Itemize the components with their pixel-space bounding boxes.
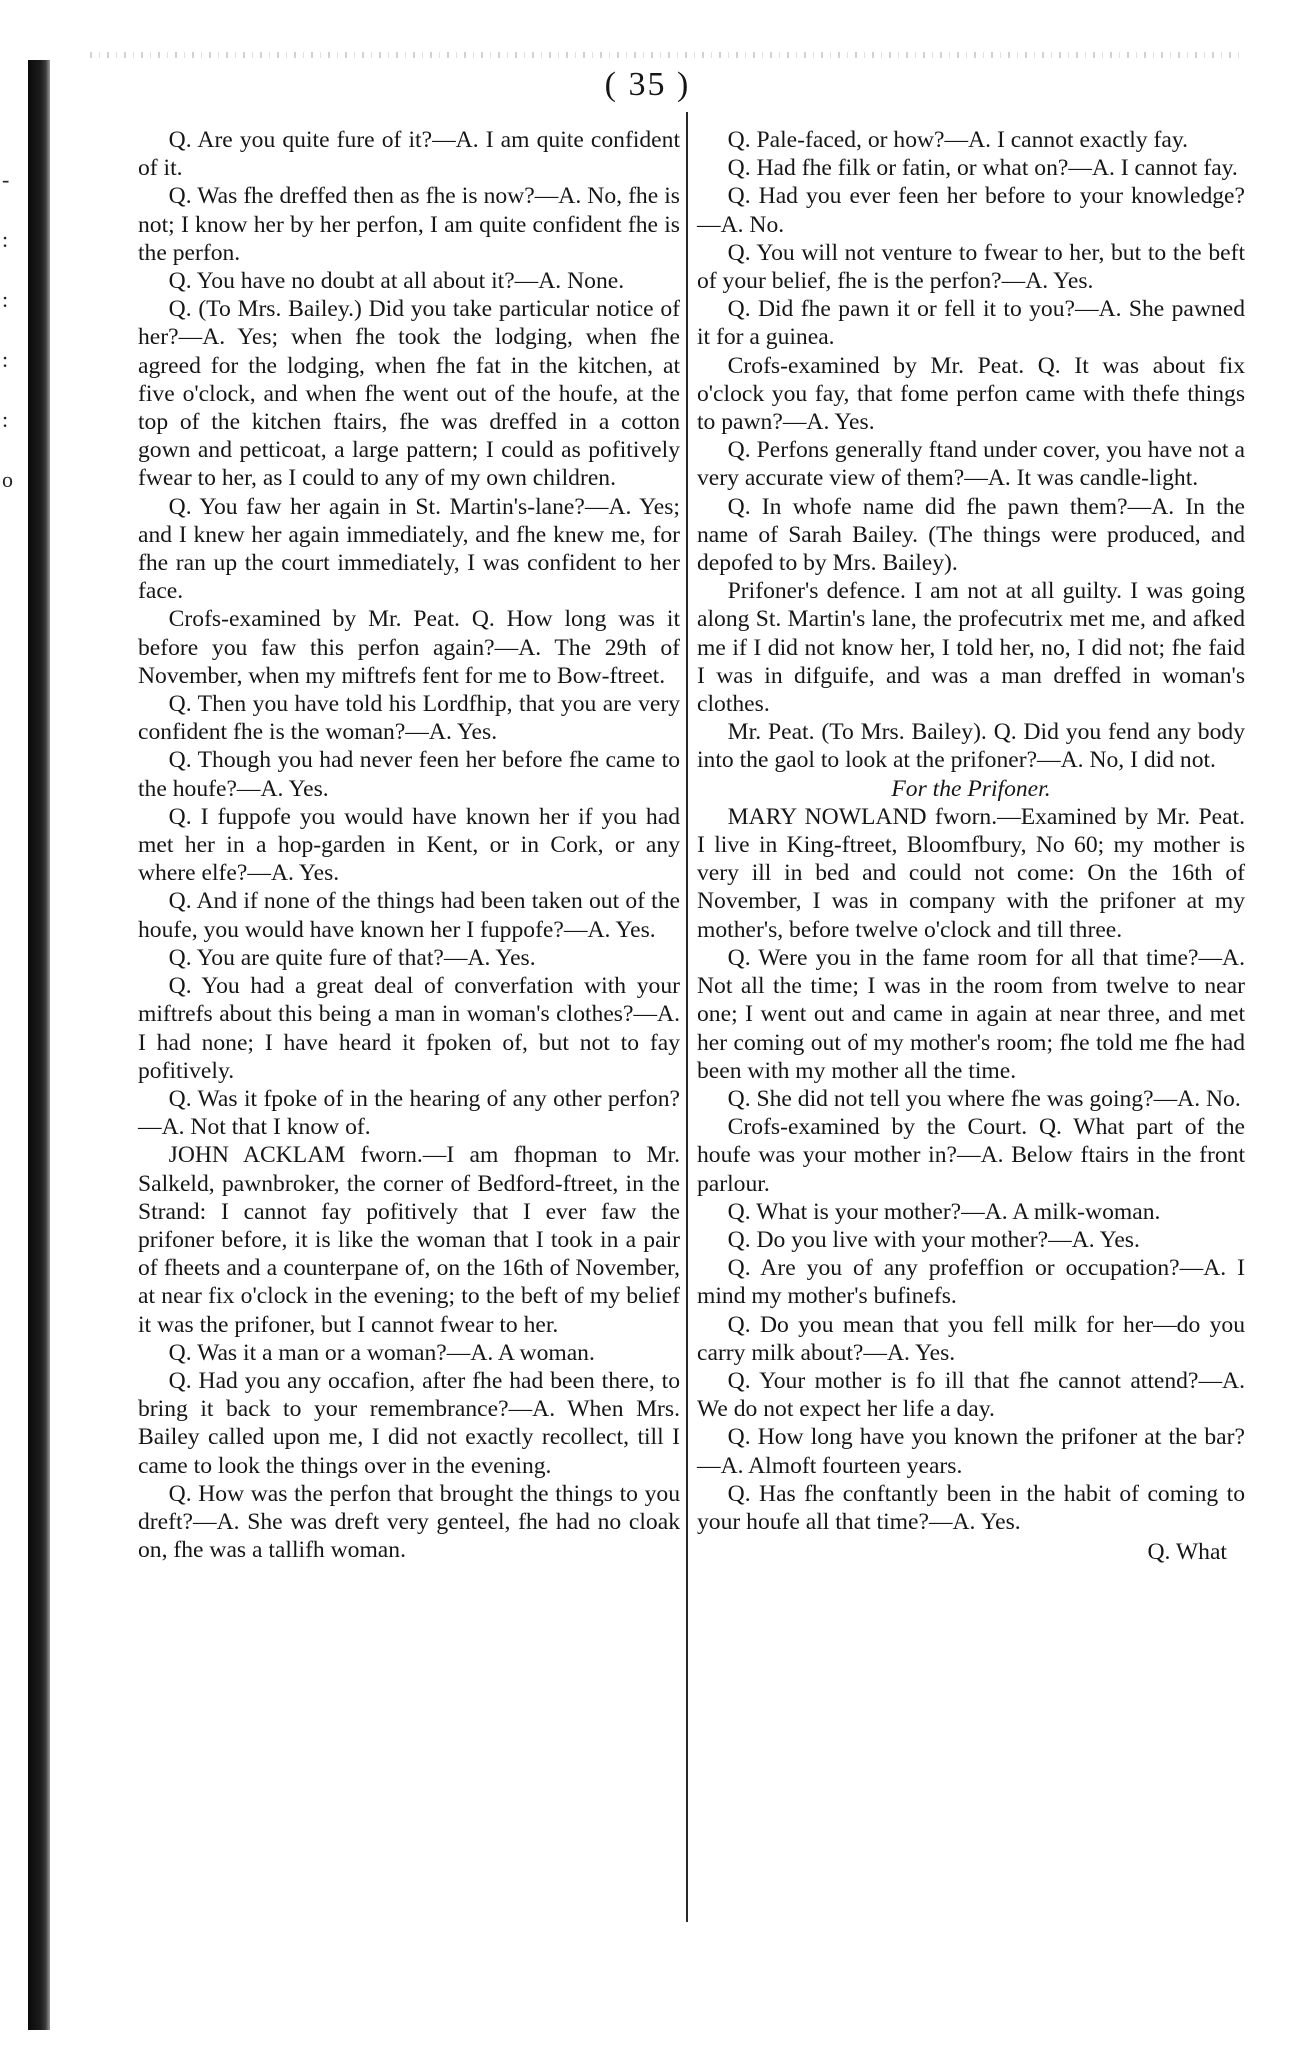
paragraph: Q. How long have you known the prifoner at the bar?—A. Almoft fourteen years. xyxy=(697,1424,1245,1479)
right-column xyxy=(697,126,1245,1566)
paragraph: Q. Are you of any profeffion or occupation?—A. I mind my mother's bufinefs. xyxy=(697,1255,1245,1310)
page-number: ( 35 ) xyxy=(604,66,691,103)
section-heading: For the Prifoner. xyxy=(891,775,1051,802)
paragraph: Q. How was the perfon that brought the things to you dreft?—A. She was dreft very genteel, fhe had no cloak on, fhe was a tallifh woman. xyxy=(138,1480,680,1564)
paragraph: Q. You have no doubt at all about it?—A. None. xyxy=(168,268,625,295)
paragraph: Q. You had a great deal of converfation with your miftrefs about this being a man in woman's clothes?—A. I had none; I have heard it fpoken of, but not to fay pofitively. xyxy=(138,973,680,1084)
paragraph: Q. Pale-faced, or how?—A. I cannot exactly fay. xyxy=(727,127,1188,153)
paragraph: Q. Do you live with your mother?—A. Yes. xyxy=(727,1226,1140,1253)
paragraph: Q. Then you have told his Lordfhip, that you are very confident fhe is the woman?—A. Yes. xyxy=(138,691,680,746)
paragraph: Crofs-examined by the Court. Q. What part of the houfe was your mother in?—A. Below ftairs in the front parlour. xyxy=(697,1114,1245,1197)
paragraph: Q. Your mother is fo ill that fhe cannot attend?—A. We do not expect her life a day. xyxy=(697,1367,1245,1423)
paragraph: Mr. Peat. (To Mrs. Bailey). Q. Did you fend any body into the gaol to look at the prifoner?—A. No, I did not. xyxy=(697,719,1245,774)
column-divider xyxy=(686,112,688,1922)
paragraph: Q. Do you mean that you fell milk for her—do you carry milk about?—A. Yes. xyxy=(697,1311,1245,1366)
paragraph: Q. She did not tell you where fhe was going?—A. No. xyxy=(727,1085,1241,1112)
paragraph: Q. In whofe name did fhe pawn them?—A. In the name of Sarah Bailey. (The things were produced, and depofed to by Mrs. Bailey). xyxy=(697,493,1245,577)
margin-marks: - : : : : o xyxy=(2,167,13,492)
paragraph: Q. Had fhe filk or fatin, or what on?—A. I cannot fay. xyxy=(727,155,1238,182)
paragraph: Q. Perfons generally ftand under cover, you have not a very accurate view of them?—A. It was candle-light. xyxy=(697,437,1245,492)
left-column xyxy=(138,126,680,1564)
paragraph: Q. Are you quite fure of it?—A. I am quite confident of it. xyxy=(138,127,680,182)
paragraph: Q. And if none of the things had been taken out of the houfe, you would have known her I fuppofe?—A. Yes. xyxy=(138,888,680,943)
paragraph: Q. Had you any occafion, after fhe had been there, to bring it back to your remembrance?—A. When Mrs. Bailey called upon me, I did not exactly recollect, till I came to look the things over in the evening. xyxy=(138,1367,680,1479)
paragraph: Q. You faw her again in St. Martin's-lane?—A. Yes; and I knew her again immediately, and fhe knew me, for fhe ran up the court immediately, I was confident to her face. xyxy=(138,493,680,605)
paragraph: Q. You will not venture to fwear to her, but to the beft of your belief, fhe is the perfon?—A. Yes. xyxy=(697,239,1245,295)
paragraph: Q. Was fhe dreffed then as fhe is now?—A. No, fhe is not; I know her by her perfon, I am quite confident fhe is the perfon. xyxy=(138,183,680,266)
book-spine-shadow xyxy=(28,60,50,2030)
paragraph: Q. Was it fpoke of in the hearing of any other perfon?—A. Not that I know of. xyxy=(138,1085,680,1141)
scan-noise-strip xyxy=(90,52,1240,58)
paragraph: Crofs-examined by Mr. Peat. Q. How long was it before you faw this perfon again?—A. The 29th of November, when my miftrefs fent for me to Bow-ftreet. xyxy=(138,606,680,689)
paragraph: Q. Had you ever feen her before to your knowledge?—A. No. xyxy=(697,183,1245,238)
paragraph: Q. Were you in the fame room for all that time?—A. Not all the time; I was in the room from twelve to near one; I went out and came in again at near three, and met her coming out of my mother's room; fhe told me fhe had been with my mother all the time. xyxy=(697,944,1245,1084)
paragraph: Crofs-examined by Mr. Peat. Q. It was about fix o'clock you fay, that fome perfon came with thefe things to pawn?—A. Yes. xyxy=(697,352,1245,436)
catchword: Q. What xyxy=(1147,1539,1227,1566)
paragraph: MARY NOWLAND fworn.—Examined by Mr. Peat. I live in King-ftreet, Bloomfbury, No 60; my mother is very ill in bed and could not come: On the 16th of November, I was in company with the prifoner at my mother's, before twelve o'clock and till three. xyxy=(697,803,1245,943)
paragraph: Q. What is your mother?—A. A milk-woman. xyxy=(727,1198,1161,1225)
paragraph: Q. I fuppofe you would have known her if you had met her in a hop-garden in Kent, or in Cork, or any where elfe?—A. Yes. xyxy=(138,803,680,887)
paragraph: Q. Has fhe conftantly been in the habit of coming to your houfe all that time?—A. Yes. xyxy=(697,1480,1245,1535)
paragraph: Q. Did fhe pawn it or fell it to you?—A. She pawned it for a guinea. xyxy=(697,296,1245,351)
paragraph: Q. You are quite fure of that?—A. Yes. xyxy=(168,944,536,971)
paragraph: Q. Though you had never feen her before fhe came to the houfe?—A. Yes. xyxy=(138,747,680,802)
paragraph: Q. Was it a man or a woman?—A. A woman. xyxy=(168,1339,595,1366)
paragraph: JOHN ACKLAM fworn.—I am fhopman to Mr. Salkeld, pawnbroker, the corner of Bedford-ftreet, in the Strand: I cannot fay pofitively that I ever faw the prifoner before, it is like the woman that I took in a pair of fheets and a counterpane of, on the 16th of November, at near fix o'clock in the evening; to the beft of my belief it was the prifoner, but I cannot fwear to her. xyxy=(138,1142,680,1338)
paragraph: Prifoner's defence. I am not at all guilty. I was going along St. Martin's lane, the profecutrix met me, and afked me if I did not know her, I told her, no, I did not; fhe faid I was in difguife, and was a man dreffed in woman's clothes. xyxy=(697,578,1245,718)
paragraph: Q. (To Mrs. Bailey.) Did you take particular notice of her?—A. Yes; when fhe took the lodging, when fhe agreed for the lodging, when fhe fat in the kitchen, at five o'clock, and when fhe went out of the houfe, at the top of the kitchen ftairs, fhe was dreffed in a cotton gown and petticoat, a large pattern; I could as pofitively fwear to her, as I could to any of my own children. xyxy=(138,296,680,492)
